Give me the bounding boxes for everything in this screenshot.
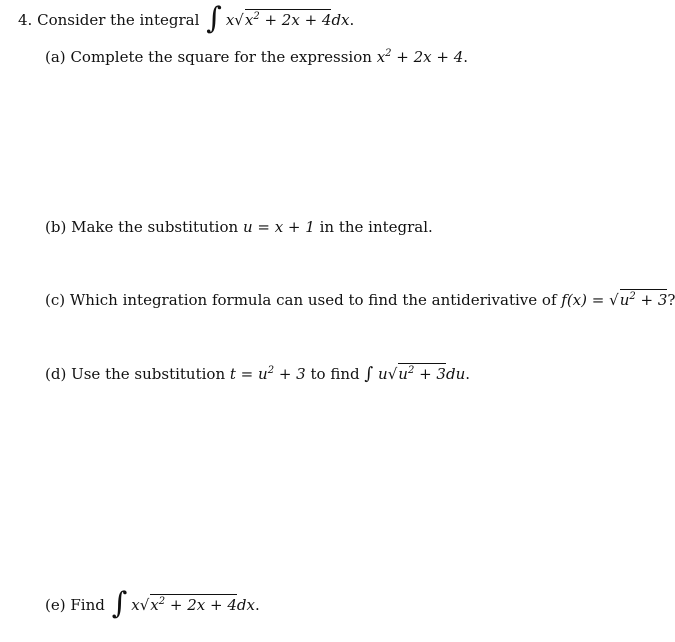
part-a-expr-rest: + 2x + 4 xyxy=(391,48,464,66)
statement-end: . xyxy=(349,11,355,29)
problem-intro: Consider the integral xyxy=(37,11,200,29)
radicand-base: x xyxy=(244,11,254,29)
part-a-expression xyxy=(377,48,464,66)
integrand-variable: u xyxy=(378,365,388,383)
integral-sign: ∫ xyxy=(364,364,374,384)
radicand-base: x xyxy=(150,596,159,614)
part-e xyxy=(45,586,260,621)
part-c-function xyxy=(561,291,667,309)
sqrt-sign: √ xyxy=(609,291,619,309)
part-c-end: ? xyxy=(667,291,675,309)
part-d-math-exponent: 2 xyxy=(267,365,275,376)
radicand-exponent: 2 xyxy=(629,291,636,302)
integral-sign: ∫ xyxy=(206,1,222,36)
radicand-rest: + 3 xyxy=(635,291,668,309)
radicand-rest: + 2x + 4 xyxy=(259,11,332,29)
radicand-exponent: 2 xyxy=(253,11,260,22)
part-b-text-before: Make the substitution xyxy=(71,218,239,236)
integral-expression xyxy=(204,1,350,36)
part-a-expr-base: x xyxy=(376,48,386,66)
integral-sign: ∫ xyxy=(111,586,128,621)
integrand-variable: x xyxy=(131,596,140,614)
part-d-text-mid: to find xyxy=(310,365,360,383)
part-b-text-after: in the integral. xyxy=(319,218,433,236)
part-c-text: Which integration formula can used to find the antiderivative of xyxy=(69,291,557,309)
integrand-variable: x xyxy=(225,11,235,29)
part-d-substitution xyxy=(230,365,306,383)
part-b-math: u = x + 1 xyxy=(242,218,315,236)
part-d-integral xyxy=(364,365,465,383)
radicand-rest: + 3 xyxy=(414,365,446,383)
differential: dx xyxy=(236,596,255,614)
radicand-exponent: 2 xyxy=(158,596,166,607)
part-a-end: . xyxy=(463,48,469,66)
part-a-text: Complete the square for the expression xyxy=(70,48,372,66)
sqrt-sign: √ xyxy=(234,11,244,29)
radicand xyxy=(398,363,446,383)
part-c-func: f(x) = xyxy=(561,291,605,309)
radicand-base: u xyxy=(398,365,408,383)
sqrt-sign: √ xyxy=(387,365,398,383)
part-e-end: . xyxy=(254,596,260,614)
radicand-base: u xyxy=(619,291,630,309)
part-e-integral xyxy=(110,586,255,621)
differential: du xyxy=(445,365,466,383)
part-d-math-lhs: t = u xyxy=(229,365,268,383)
differential: dx xyxy=(331,11,350,29)
radicand xyxy=(245,9,332,29)
part-a xyxy=(45,47,468,67)
sqrt-sign: √ xyxy=(139,596,150,614)
radicand xyxy=(150,594,237,614)
radicand-rest: + 2x + 4 xyxy=(165,596,237,614)
part-b-label: (b) xyxy=(45,218,67,236)
part-a-label: (a) xyxy=(45,48,66,66)
part-c xyxy=(45,290,675,310)
part-d-end: . xyxy=(465,365,471,383)
part-d-math-rest: + 3 xyxy=(274,365,306,383)
part-a-expr-exponent: 2 xyxy=(385,48,392,59)
radicand xyxy=(620,289,668,309)
radicand-exponent: 2 xyxy=(407,365,415,376)
problem-statement xyxy=(18,1,355,36)
part-d xyxy=(45,364,470,384)
problem-number: 4. xyxy=(18,11,33,29)
part-d-text-before: Use the substitution xyxy=(71,365,226,383)
part-c-label: (c) xyxy=(45,291,66,309)
part-e-label: (e) xyxy=(45,596,66,614)
part-d-label: (d) xyxy=(45,365,67,383)
part-e-text: Find xyxy=(70,596,105,614)
part-b xyxy=(45,217,433,237)
